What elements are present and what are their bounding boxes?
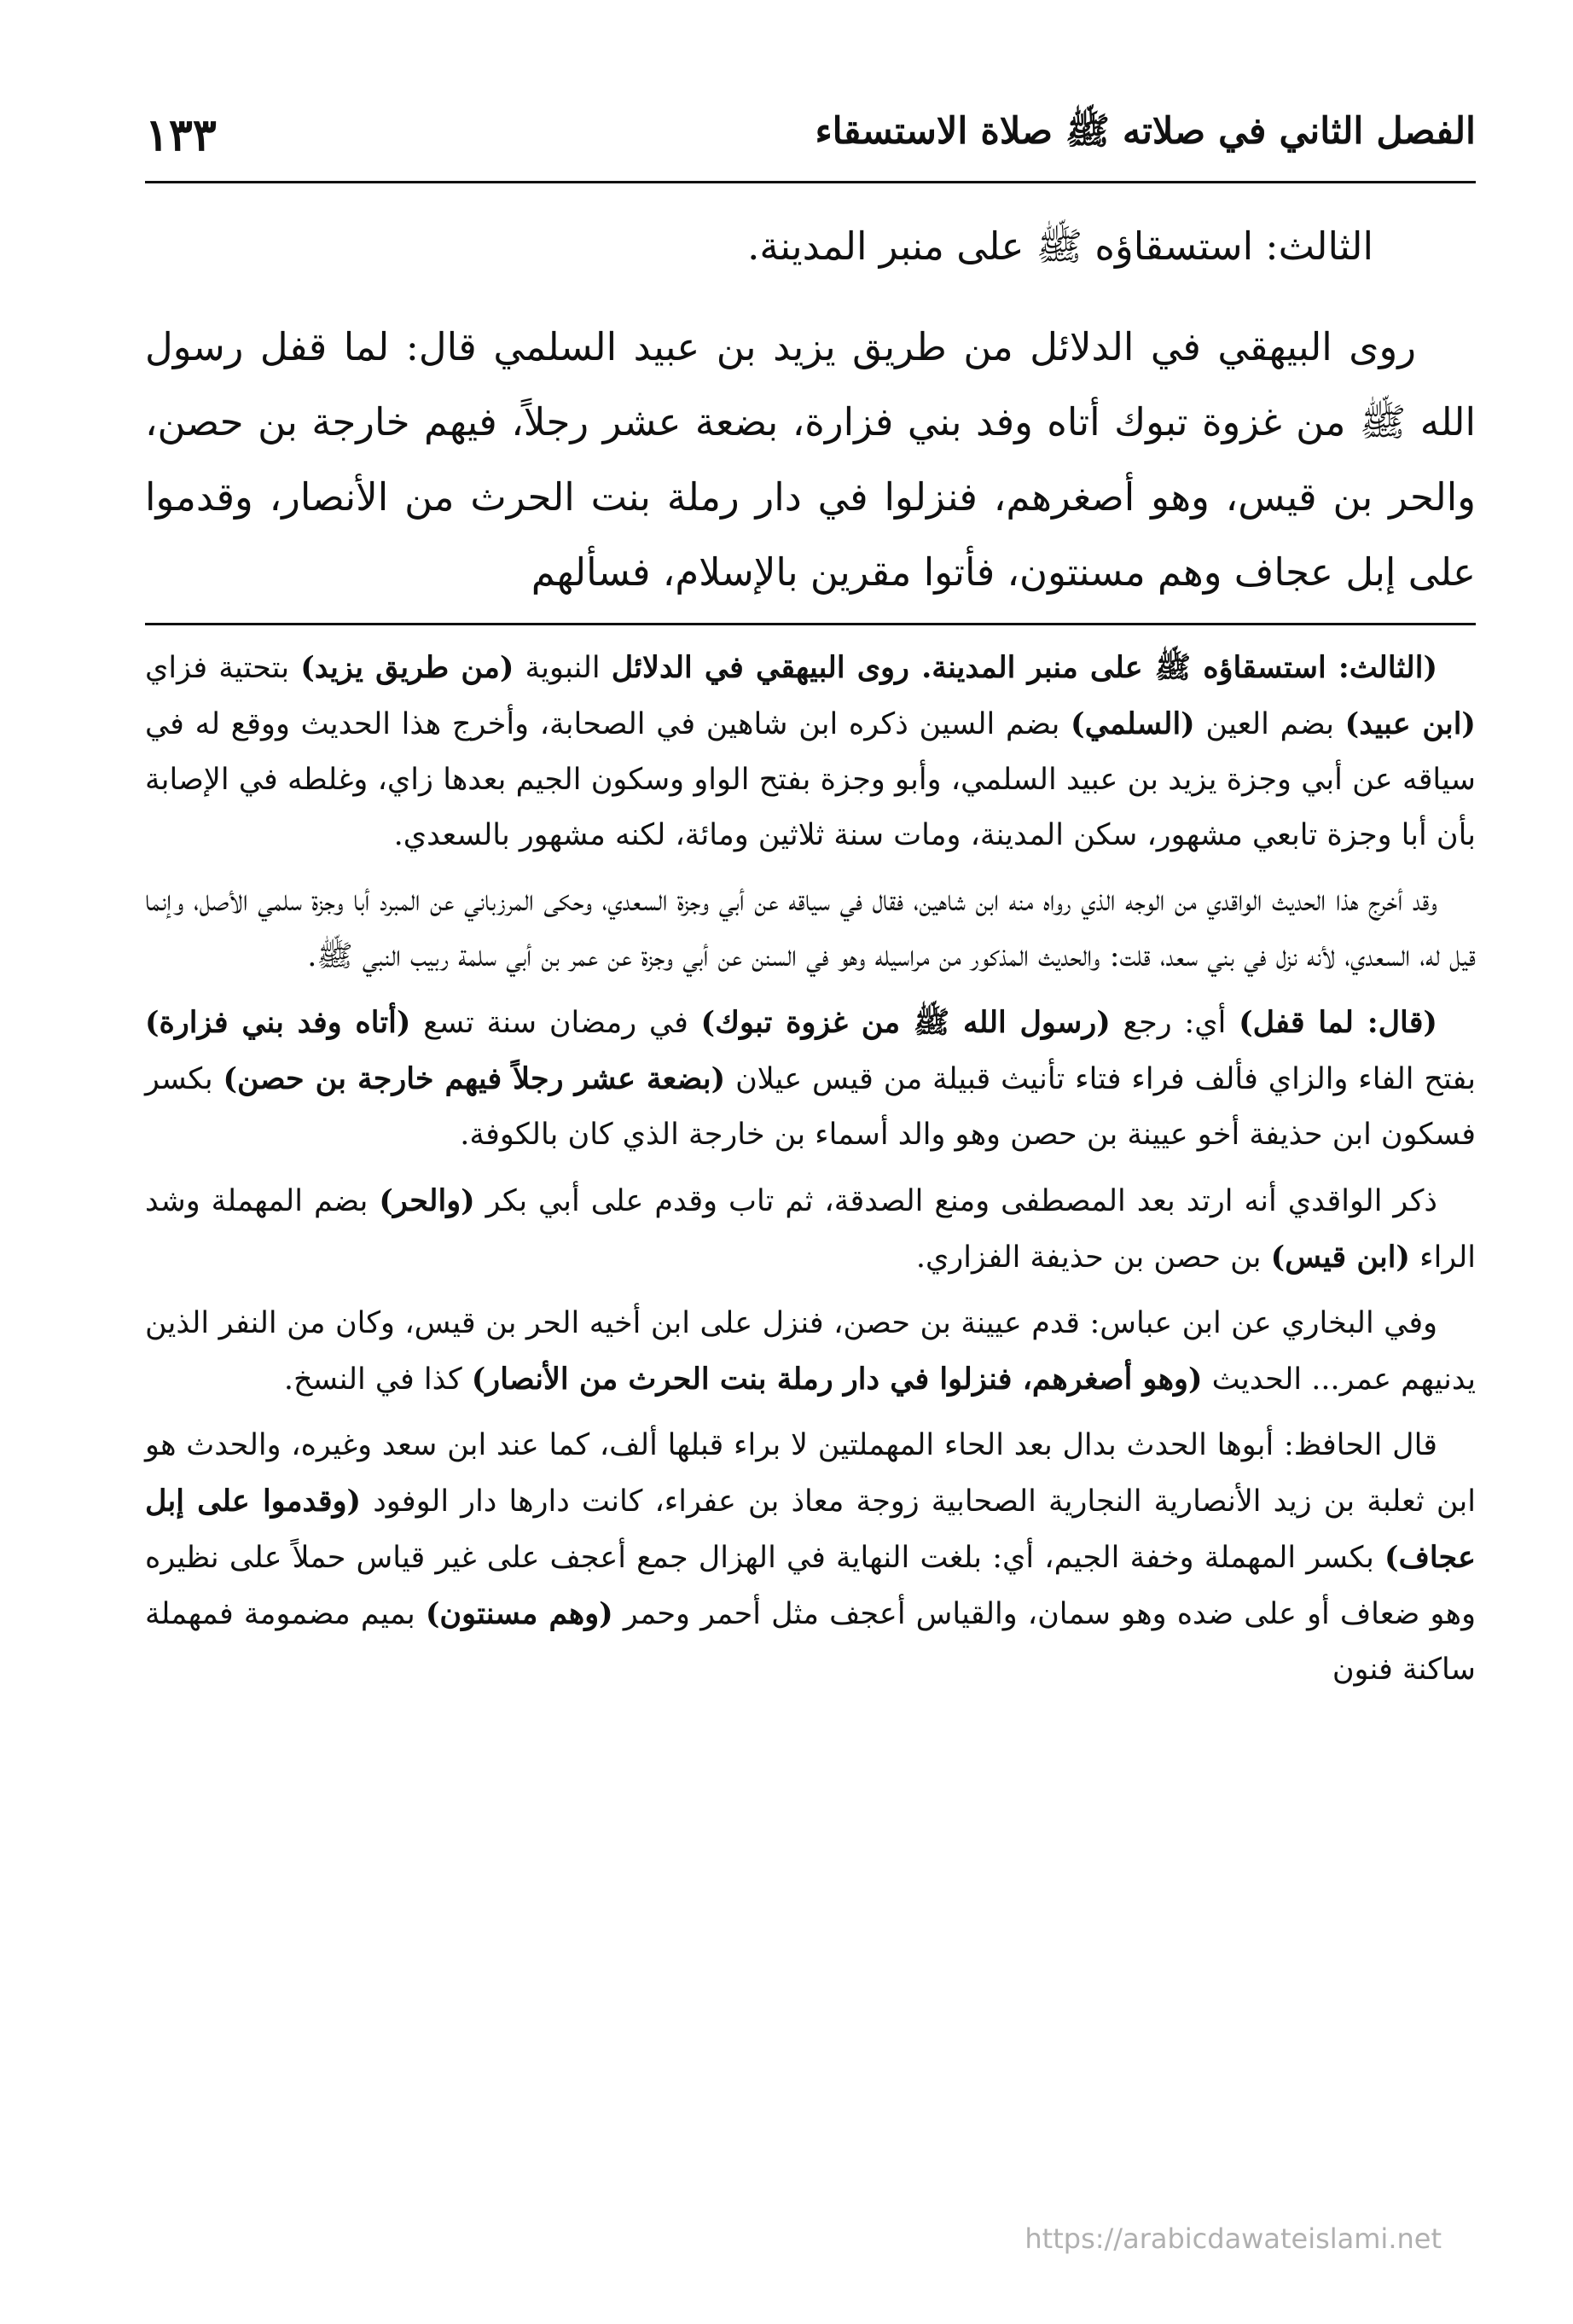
quoted-matn-text: (ابن قيس) (1270, 1240, 1410, 1275)
quoted-matn-text: (والحر) (379, 1183, 475, 1218)
quoted-matn-text: (من طريق يزيد) (300, 650, 514, 685)
commentary-text: بضم السين ذكره ابن شاهين في الصحابة، وأخرج هذا الحديث ووقع له في سياقه عن أبي وجزة يزيد بن عبيد السلمي، وأبو وجزة بفتح الواو وسكون الجيم بعدها زاي، وغلطه في الإصابة بأن أبا وجزة تابعي مشهور، سكن المدينة، ومات سنة ثلاثين ومائة، لكنه مشهور بالسعدي. (145, 707, 1476, 852)
main-text (145, 209, 1476, 610)
quoted-matn-text: (الثالث: استسقاؤه ﷺ على منبر المدينة. روى البيهقي في الدلائل (611, 650, 1437, 685)
quoted-matn-text: (وهو أصغرهم، فنزلوا في دار رملة بنت الحرث من الأنصار) (471, 1362, 1203, 1397)
commentary-text: بضم العين (1194, 707, 1345, 741)
commentary-text: قال الحافظ: أبوها الحدث بدال بعد الحاء المهملتين لا براء قبلها ألف، كما عند ابن سعد وغيره، والحدث هو ابن ثعلبة بن زيد الأنصارية النجارية الصحابية زوجة معاذ بن عفراء، كانت دارها دار الوفود (145, 1428, 1476, 1519)
commentary-paragraph (145, 995, 1476, 1163)
commentary-text: بكسر المهملة وخفة الجيم، أي: بلغت النهاية في الهزال جمع أعجف على غير قياس حملاً على نظيره وهو ضعاف أو على ضده وهو سمان، والقياس أعجف مثل أحمر وحمر (145, 1541, 1476, 1631)
commentary-text: بفتح الفاء والزاي فألف فراء فتاء تأنيث قبيلة من قيس عيلان (725, 1062, 1477, 1096)
commentary-text: وفي البخاري عن ابن عباس: قدم عيينة بن حصن، فنزل على ابن أخيه الحر بن قيس، وكان من النفر الذين يدنيهم عمر... الحديث (145, 1306, 1476, 1397)
watermark: https://arabicdawateislami.net (1024, 2222, 1442, 2255)
quoted-matn-text: (السلمي) (1071, 706, 1195, 741)
commentary-paragraph (145, 640, 1476, 863)
commentary-text: بضم المهملة وشد الراء (145, 1184, 1476, 1275)
quoted-matn-text: (وهم مسنتون) (425, 1596, 613, 1631)
section-heading: الثالث: استسقاؤه ﷺ على منبر المدينة. (747, 224, 1373, 269)
commentary-paragraph (145, 1418, 1476, 1698)
footnote-divider (145, 623, 1476, 625)
commentary-text: أي: رجع (1110, 1006, 1239, 1040)
quoted-matn-text: (قال: لما قفل) (1239, 1005, 1437, 1040)
page-number: ١٣٣ (145, 108, 217, 161)
header-rule (145, 181, 1476, 183)
commentary-text: بميم مضمومة فمهملة ساكنة فنون (145, 1597, 1476, 1687)
commentary-text: كذا في النسخ. (283, 1362, 472, 1397)
page-header (145, 101, 1476, 169)
commentary-text: بكسر فسكون ابن حذيفة أخو عيينة بن حصن وهو والد أسماء بن خارجة الذي كان بالكوفة. (145, 1062, 1476, 1152)
quoted-matn-text: (بضعة عشر رجلاً فيهم خارجة بن حصن) (223, 1061, 726, 1096)
commentary-text: بتحتية فزاي (145, 651, 301, 685)
commentary-text: في رمضان سنة تسع (410, 1006, 701, 1040)
commentary-text: النبوية (514, 651, 612, 685)
commentary-text: بن حصن بن حذيفة الفزاري. (915, 1240, 1271, 1275)
commentary-text: ذكر الواقدي أنه ارتد بعد المصطفى ومنع الصدقة، ثم تاب وقدم على أبي بكر (474, 1184, 1437, 1218)
quoted-matn-text: (رسول الله ﷺ من غزوة تبوك) (700, 1005, 1111, 1040)
quoted-matn-text: (ابن عبيد) (1344, 706, 1476, 741)
commentary-paragraph: وقد أخرج هذا الحديث الواقدي من الوجه الذي رواه منه ابن شاهين، فقال في سياقه عن أبي وجزة السعدي، وحكى المرزباني عن المبرد أبا وجزة سلمي الأصل، وإنما قيل له، السعدي، لأنه نزل في بني سعد، قلت: والحديث المذكور من مراسيله وهو في السنن عن أبي وجزة عن عمر بن أبي سلمة ربيب النبي ﷺ. (145, 884, 1476, 973)
commentary-paragraph (145, 1173, 1476, 1286)
quoted-matn-text: (وقدموا على إبل عجاف) (145, 1484, 1476, 1575)
main-paragraph: روى البيهقي في الدلائل من طريق يزيد بن عبيد السلمي قال: لما قفل رسول الله ﷺ من غزوة تبوك أتاه وفد بني فزارة، بضعة عشر رجلاً، فيهم خارجة بن حصن، والحر بن قيس، وهو أصغرهم، فنزلوا في دار رملة بنت الحرث من الأنصار، وقدموا على إبل عجاف وهم مسنتون، فأتوا مقرين بالإسلام، فسألهم (145, 324, 1476, 595)
quoted-matn-text: (أتاه وفد بني فزارة) (145, 1005, 411, 1040)
running-title: الفصل الثاني في صلاته ﷺ صلاة الاستسقاء (815, 109, 1476, 153)
commentary (145, 640, 1476, 1708)
commentary-paragraph (145, 1296, 1476, 1408)
